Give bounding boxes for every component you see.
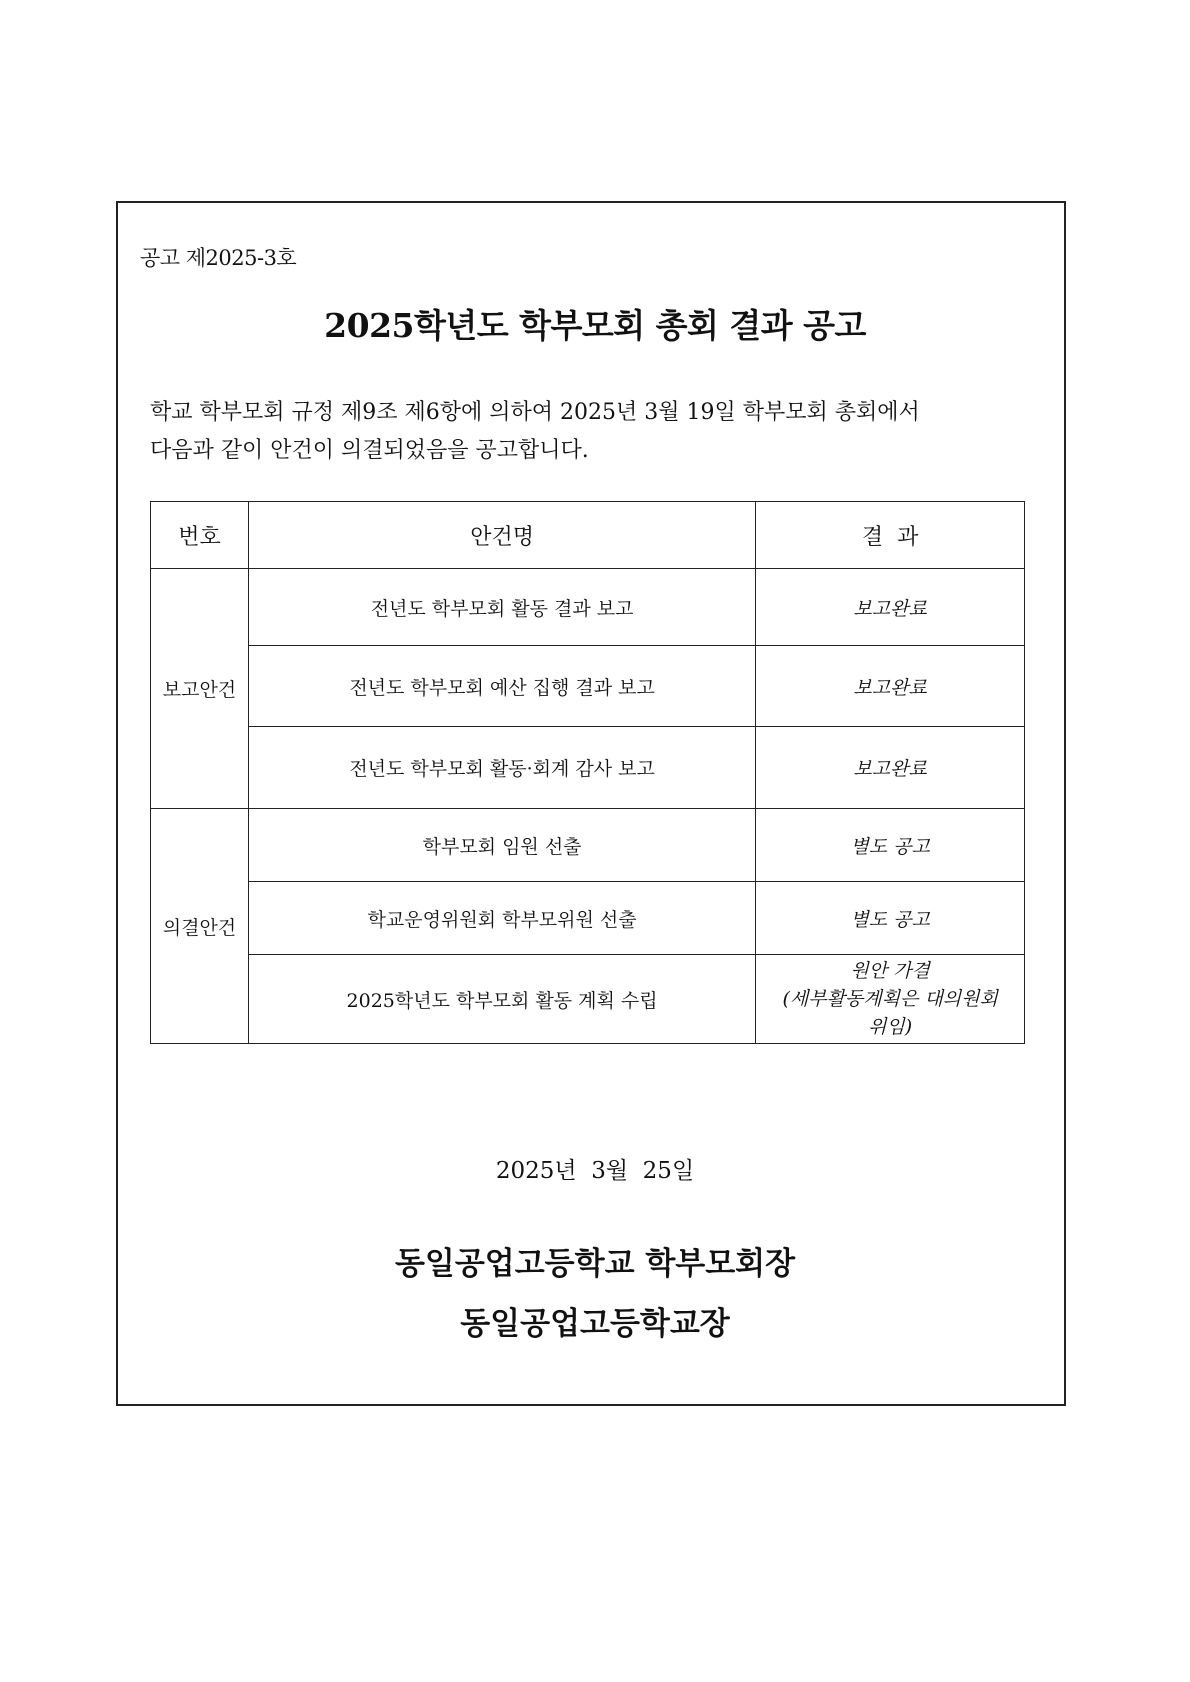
- intro-line-2: 다음과 같이 안건이 의결되었음을 공고합니다.: [150, 438, 589, 463]
- category-resolution: 의결안건: [151, 809, 249, 1044]
- agenda-cell: 학부모회 임원 선출: [248, 809, 755, 882]
- header-number: 번호: [151, 502, 249, 569]
- result-cell: 보고완료: [756, 569, 1025, 646]
- notice-date: 2025년 3월 25일: [495, 1158, 695, 1184]
- agenda-cell: 학교운영위원회 학부모위원 선출: [248, 882, 755, 955]
- agenda-cell: 전년도 학부모회 활동·회계 감사 보고: [248, 727, 755, 809]
- result-line-3: 위임): [868, 1016, 913, 1038]
- notice-number: 공고 제2025-3호: [140, 246, 297, 270]
- result-line-2: (세부활동계획은 대의원회: [782, 988, 998, 1010]
- signatory-principal: 동일공업고등학교장: [460, 1306, 730, 1342]
- agenda-cell: 2025학년도 학부모회 활동 계획 수립: [248, 955, 755, 1044]
- table-header-row: [151, 502, 1025, 569]
- result-line-1: 원안 가결: [850, 960, 930, 982]
- result-cell: 보고완료: [756, 646, 1025, 727]
- table-row: [151, 955, 1025, 1044]
- table-row: [151, 727, 1025, 809]
- table-row: [151, 809, 1025, 882]
- table-row: [151, 569, 1025, 646]
- header-agenda: 안건명: [248, 502, 755, 569]
- intro-line-1: 학교 학부모회 규정 제9조 제6항에 의하여 2025년 3월 19일 학부모회 총회에서: [150, 400, 920, 425]
- table-row: [151, 882, 1025, 955]
- result-cell: 별도 공고: [756, 809, 1025, 882]
- intro-paragraph: [150, 394, 1040, 470]
- agenda-table: [150, 501, 1025, 1044]
- page-title: 2025학년도 학부모회 총회 결과 공고: [324, 306, 866, 345]
- agenda-cell: 전년도 학부모회 예산 집행 결과 보고: [248, 646, 755, 727]
- category-report: 보고안건: [151, 569, 249, 809]
- agenda-cell: 전년도 학부모회 활동 결과 보고: [248, 569, 755, 646]
- table-row: [151, 646, 1025, 727]
- result-cell-multiline: [756, 955, 1025, 1044]
- header-result: 결 과: [756, 502, 1025, 569]
- signatory-parent-association-president: 동일공업고등학교 학부모회장: [394, 1246, 796, 1282]
- result-cell: 별도 공고: [756, 882, 1025, 955]
- result-cell: 보고완료: [756, 727, 1025, 809]
